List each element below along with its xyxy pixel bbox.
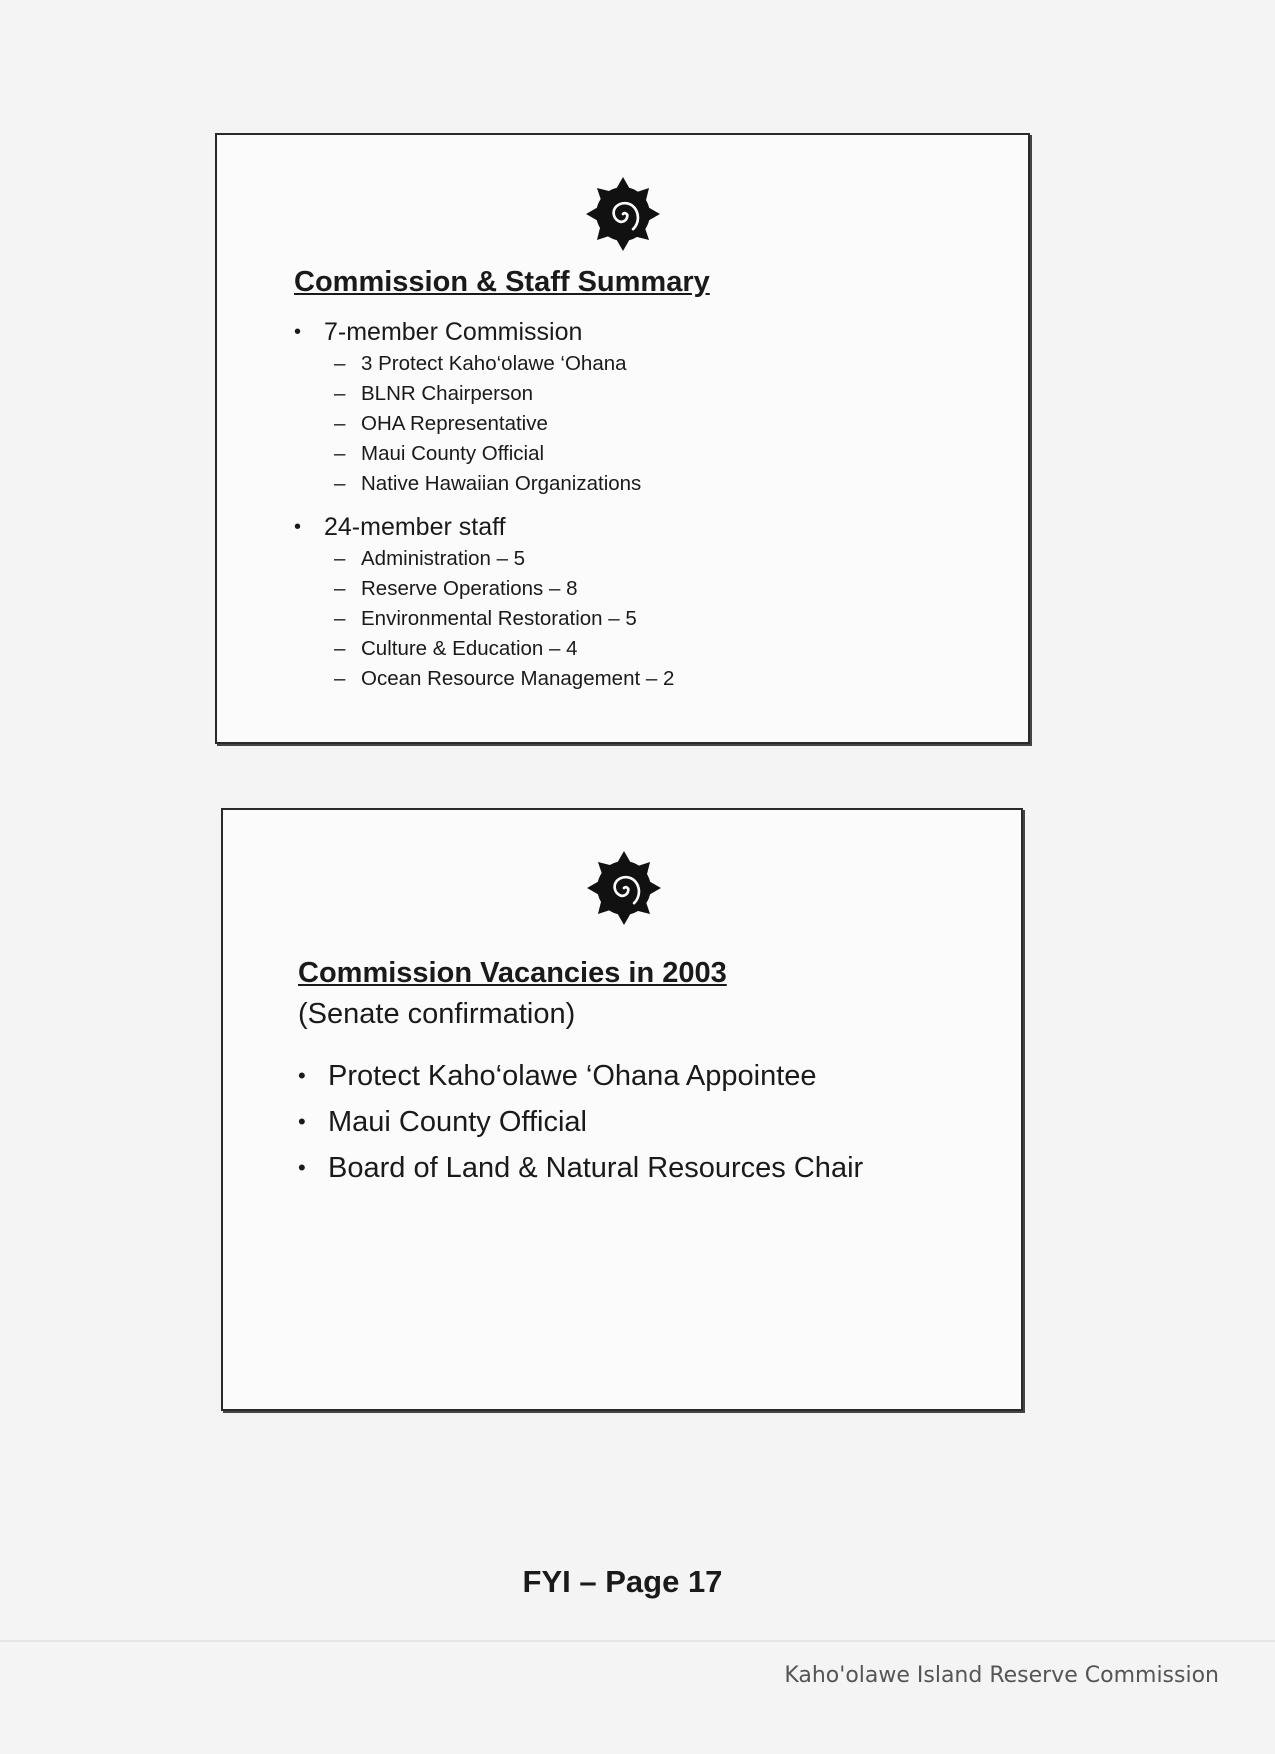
sub-list-item: – Maui County Official	[334, 439, 994, 469]
bullet-label: 7-member Commission	[324, 318, 583, 346]
sub-list-item: – BLNR Chairperson	[334, 379, 994, 409]
spiral-logo-icon	[581, 172, 665, 256]
sub-list-item: – Culture & Education – 4	[334, 634, 994, 664]
vacancies-list	[298, 1053, 998, 1191]
sub-list-item: – Environmental Restoration – 5	[334, 604, 994, 634]
watermark: Kaho'olawe Island Reserve Commission	[784, 1663, 1219, 1688]
summary-list	[294, 317, 994, 694]
slide-subtitle: (Senate confirmation)	[298, 998, 576, 1030]
slide-title: Commission Vacancies in 2003	[298, 957, 727, 989]
sub-list-item: – Native Hawaiian Organizations	[334, 469, 994, 499]
list-item: • Board of Land & Natural Resources Chair	[298, 1145, 998, 1191]
sub-list-item: – 3 Protect Kaho‘olawe ‘Ohana	[334, 349, 994, 379]
sub-list	[334, 349, 994, 499]
slide-title: Commission & Staff Summary	[294, 266, 710, 298]
slide-commission-vacancies	[221, 808, 1023, 1411]
list-item: • Protect Kaho‘olawe ‘Ohana Appointee	[298, 1053, 998, 1099]
sub-list-item: – Ocean Resource Management – 2	[334, 664, 994, 694]
bullet-label: 24-member staff	[324, 513, 506, 541]
slide-commission-staff-summary	[215, 133, 1030, 744]
sub-list-item: – OHA Representative	[334, 409, 994, 439]
sub-list	[334, 544, 994, 694]
spiral-logo-icon	[582, 846, 666, 930]
page-fold	[0, 1640, 1275, 1642]
sub-list-item: – Administration – 5	[334, 544, 994, 574]
page-number-label: FYI – Page 17	[522, 1564, 723, 1599]
list-item: • Maui County Official	[298, 1099, 998, 1145]
sub-list-item: – Reserve Operations – 8	[334, 574, 994, 604]
list-item	[294, 512, 994, 694]
list-item	[294, 317, 994, 499]
